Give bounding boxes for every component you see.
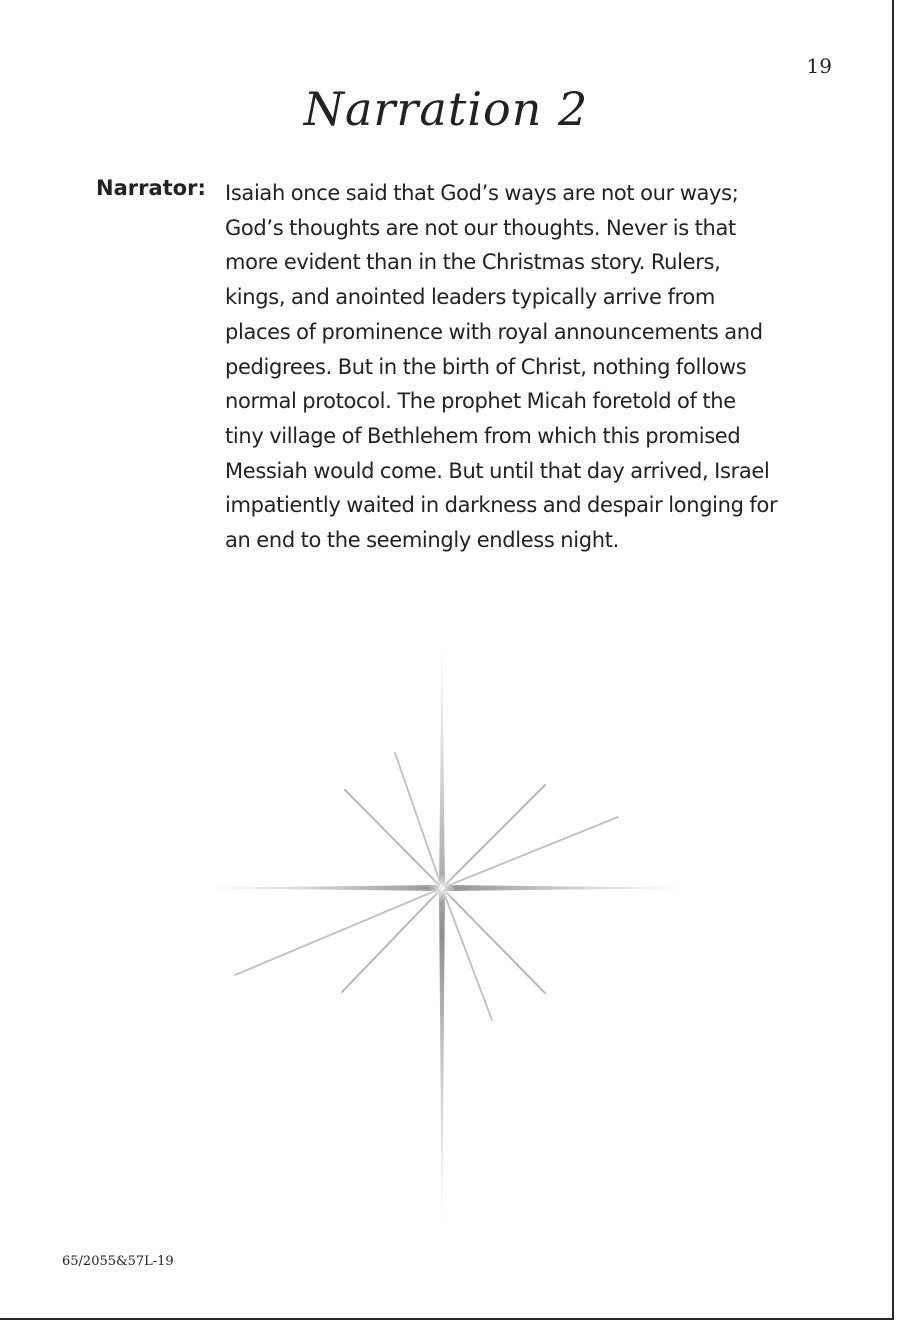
footer-code: 65/2055&57L-19 xyxy=(62,1254,174,1269)
narration-line: pedigrees. But in the birth of Christ, nothing follows xyxy=(225,354,747,379)
page-title: Narration 2 xyxy=(303,82,589,136)
page-number: 19 xyxy=(806,54,832,78)
narration-text xyxy=(225,176,845,558)
star-icon xyxy=(150,610,750,1270)
narration-line: impatiently waited in darkness and despair longing for xyxy=(225,493,778,518)
narration-line: more evident than in the Christmas story. Rulers, xyxy=(225,250,721,275)
narration-line: an end to the seemingly endless night. xyxy=(225,528,619,553)
narration-line: places of prominence with royal announcements and xyxy=(225,319,763,344)
narration-line: Messiah would come. But until that day arrived, Israel xyxy=(225,458,770,483)
narration-line: God’s thoughts are not our thoughts. Never is that xyxy=(225,215,736,240)
narration-line: kings, and anointed leaders typically arrive from xyxy=(225,285,715,310)
narration-line: tiny village of Bethlehem from which this promised xyxy=(225,423,741,448)
speaker-label: Narrator: xyxy=(96,176,206,200)
narration-line: Isaiah once said that God’s ways are not our ways; xyxy=(225,181,739,205)
narration-line: normal protocol. The prophet Micah foretold of the xyxy=(225,389,736,414)
